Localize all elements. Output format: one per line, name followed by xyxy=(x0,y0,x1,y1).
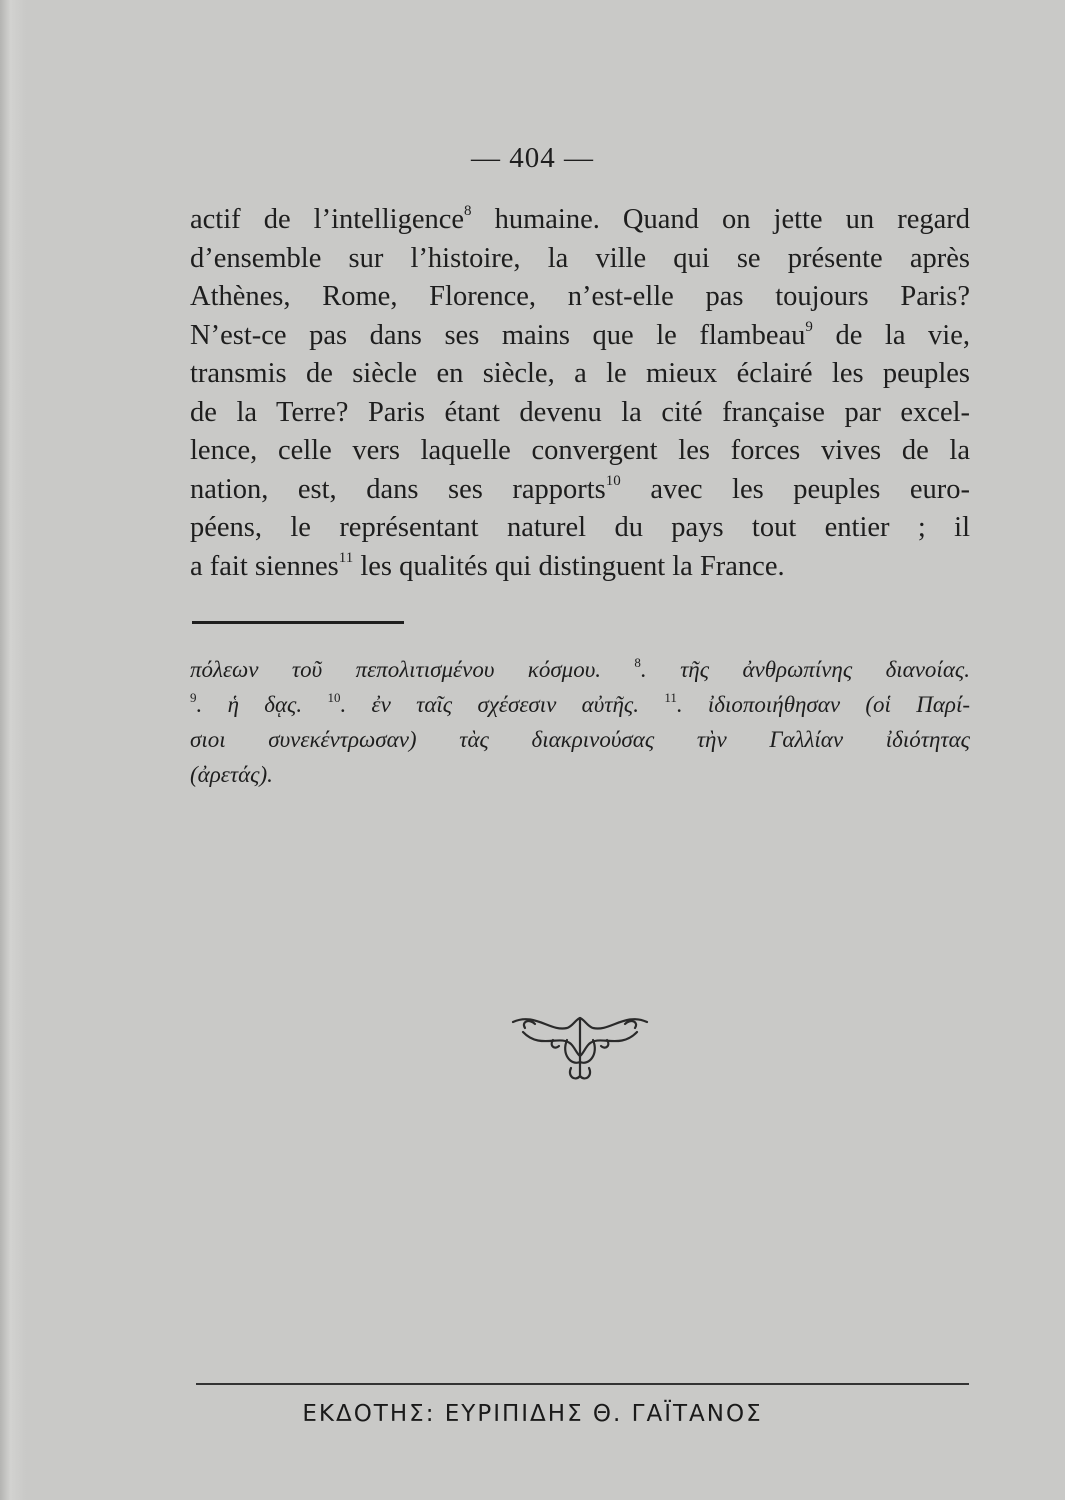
footnotes xyxy=(190,652,970,792)
footnote-line: (ἀρετάς). xyxy=(190,762,273,787)
footnote-marker: 10 xyxy=(605,472,621,489)
text-line: a fait siennes$^{11}$ les qualités qui distinguent la France. xyxy=(190,549,785,582)
text-line: lence, celle vers laquelle convergent les forces vives de la xyxy=(190,435,970,466)
body-text xyxy=(190,201,970,586)
text-line: actif de l’intelligence$^8$ humaine. Quand on jette un regard xyxy=(190,203,971,235)
fleuron-ornament-icon xyxy=(505,1010,655,1085)
footnote-marker: 9 xyxy=(805,318,813,335)
footnote-marker: 9 xyxy=(190,690,197,705)
footnote-marker: 10 xyxy=(327,690,341,705)
text-line: N’est-ce pas dans ses mains que le flambeau$^9$ de la vie, xyxy=(190,318,971,351)
footnote-line: σιοι συνεκέντρωσαν) τὰς διακρινούσας τὴν Γαλλίαν ἰδιότητας xyxy=(190,727,970,752)
text-line: péens, le représentant naturel du pays tout entier ; il xyxy=(190,512,970,543)
page-edge xyxy=(0,0,26,1500)
text-line: nation, est, dans ses rapports$^{10}$ avec les peuples euro- xyxy=(190,472,970,505)
publisher-line: ΕΚΔΟΤΗΣ: ΕΥΡΙΠΙΔΗΣ Θ. ΓΑΪΤΑΝΟΣ xyxy=(302,1401,763,1427)
publisher-rule xyxy=(196,1383,969,1385)
footnote-rule xyxy=(192,621,404,624)
text-line: d’ensemble sur l’histoire, la ville qui se présente après xyxy=(190,242,970,274)
footnote-marker: 8 xyxy=(464,203,472,219)
page-number: — 404 — xyxy=(471,142,594,174)
footnote-marker: 11 xyxy=(664,690,677,705)
footnote-line: πόλεων τοῦ πεπολιτισμένου κόσμου. $^8$. τῆς ἀνθρωπίνης διανοίας. xyxy=(190,655,970,682)
text-line: de la Terre? Paris étant devenu la cité française par excel- xyxy=(190,396,970,428)
text-line: transmis de siècle en siècle, a le mieux éclairé les peuples xyxy=(190,358,970,389)
footnote-line: $^9$. ἡ δᾳς. $^{10}$. ἐν ταῖς σχέσεσιν αὐτῆς. $^{11}$. ἰδιοποιήθησαν (οἱ Παρί- xyxy=(190,690,970,717)
footnote-marker: 8 xyxy=(634,655,641,670)
footnote-marker: 11 xyxy=(338,549,354,566)
text-line: Athènes, Rome, Florence, n’est-elle pas toujours Paris? xyxy=(190,281,970,312)
